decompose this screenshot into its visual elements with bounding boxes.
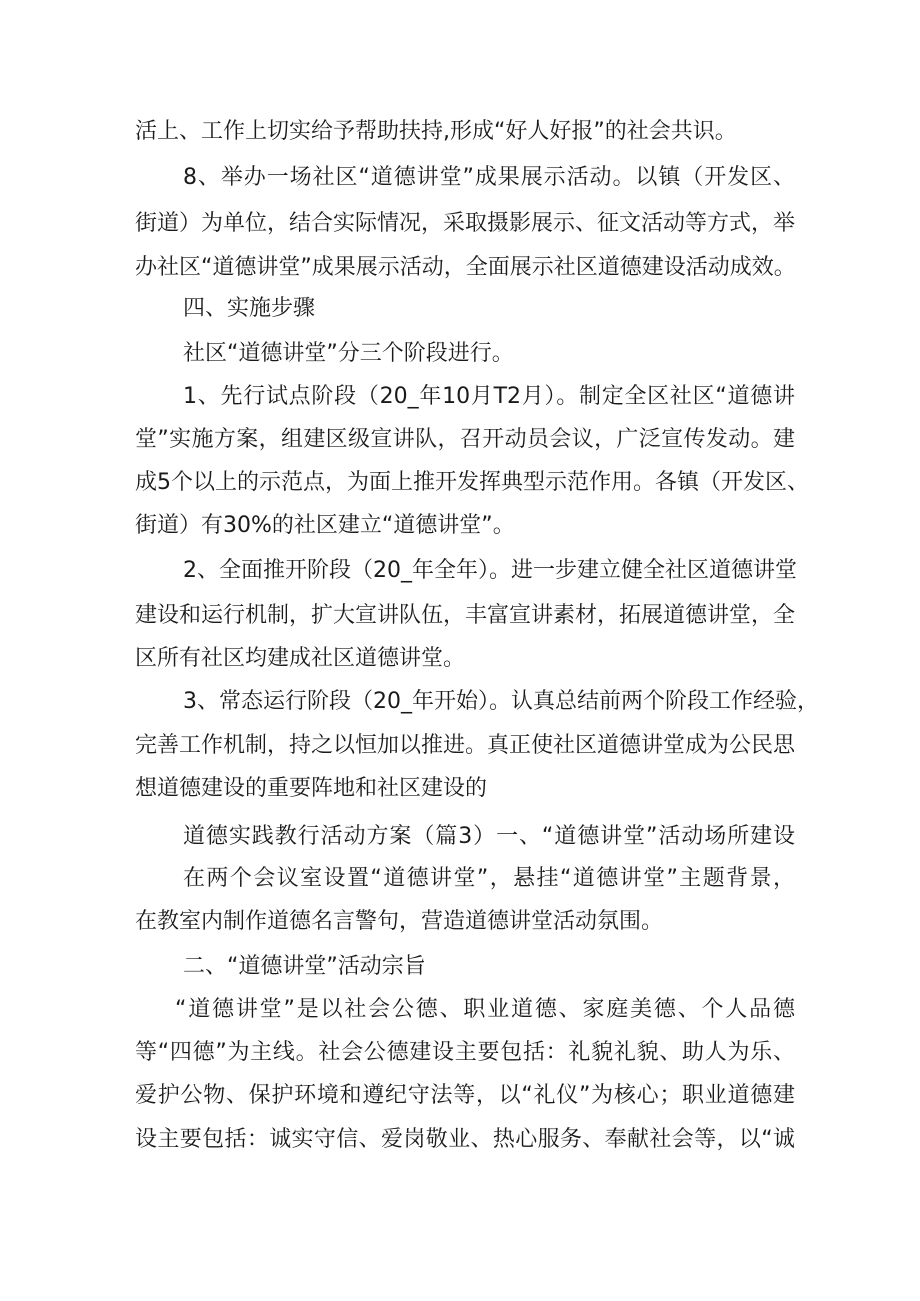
- text-line: 在教室内制作道德名言警句，营造道德讲堂活动氛围。: [135, 909, 664, 934]
- text-line: 完善工作机制，持之以恒加以推进。真正使社区道德讲堂成为公民思: [135, 733, 796, 758]
- text-line: 3、常态运行阶段（20_年开始）。认真总结前两个阶段工作经验，: [183, 689, 819, 714]
- text-line: 建设和运行机制，扩大宣讲队伍，丰富宣讲素材，拓展道德讲堂，全: [135, 603, 796, 628]
- text-line: “道德讲堂”是以社会公德、职业道德、家庭美德、个人品德: [175, 997, 795, 1022]
- text-line: 活上、工作上切实给予帮助扶持,形成“好人好报”的社会共识。: [135, 119, 737, 144]
- text-line: 办社区“道德讲堂”成果展示活动，全面展示社区道德建设活动成效。: [135, 255, 796, 280]
- text-line: 成5个以上的示范点，为面上推开发挥典型示范作用。各镇（开发区、: [135, 470, 809, 495]
- text-line: 想道德建设的重要阵地和社区建设的: [135, 776, 488, 801]
- text-line: 设主要包括：诚实守信、爱岗敬业、热心服务、奉献社会等，以“诚: [135, 1127, 795, 1152]
- section-heading: 二、“道德讲堂”活动宗旨: [183, 954, 426, 979]
- text-line: 爱护公物、保护环境和遵纪守法等，以“礼仪”为核心；职业道德建: [135, 1083, 795, 1108]
- text-line: 区所有社区均建成社区道德讲堂。: [135, 646, 466, 671]
- text-line: 2、全面推开阶段（20_年全年）。进一步建立健全社区道德讲堂: [183, 558, 797, 583]
- section-heading: 四、实施步骤: [183, 296, 316, 321]
- text-line: 街道）有30%的社区建立“道德讲堂”。: [135, 513, 515, 538]
- text-line: 堂”实施方案，组建区级宣讲队，召开动员会议，广泛宣传发动。建: [135, 427, 795, 452]
- text-line: 社区“道德讲堂”分三个阶段进行。: [183, 341, 514, 366]
- text-line: 在两个会议室设置“道德讲堂”，悬挂“道德讲堂”主题背景，: [183, 866, 795, 891]
- text-line: 8、举办一场社区“道德讲堂”成果展示活动。以镇（开发区、: [183, 165, 795, 190]
- text-line: 道德实践教行活动方案（篇3）一、“道德讲堂”活动场所建设: [183, 824, 795, 849]
- text-line: 街道）为单位，结合实际情况，采取摄影展示、征文活动等方式，举: [135, 211, 796, 236]
- text-line: 1、先行试点阶段（20_年10月T2月）。制定全区社区“道德讲: [183, 384, 795, 409]
- text-line: 等“四德”为主线。社会公德建设主要包括：礼貌礼貌、助人为乐、: [135, 1040, 795, 1065]
